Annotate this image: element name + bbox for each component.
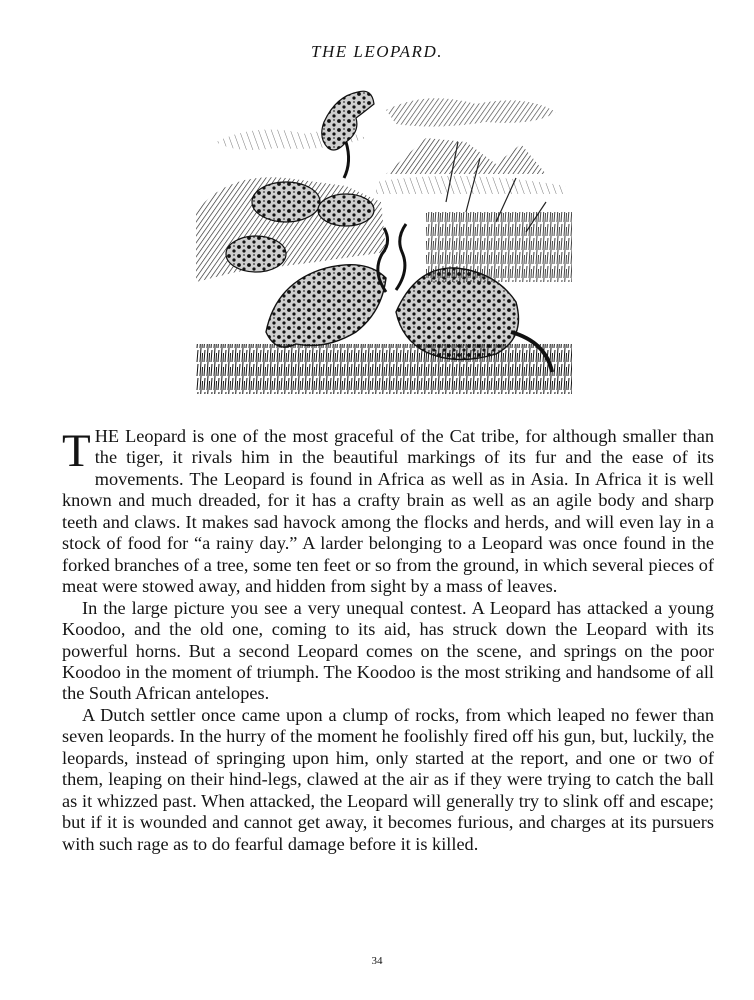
- page-number: 34: [371, 955, 383, 967]
- leopard-engraving-icon: [196, 82, 572, 394]
- article-body: [62, 426, 714, 855]
- drop-cap: T: [62, 425, 91, 477]
- paragraph-1-text: HE Leopard is one of the most graceful of the Cat tribe, for although smaller than the tiger, it rivals him in the beautiful markings of its fur and the ease of its movements. The Leopard is found in Africa as well as in Asia. In Africa it is well known and much dreaded, for it has a crafty brain as well as an agile body and sharp teeth and claws. It makes sad havock among the flocks and herds, and will even lay in a stock of food for “a rainy day.” A larder belonging to a Leopard was once found in the forked branches of a tree, some ten feet or so from the ground, in which several pieces of meat were stowed away, and hidden from sight by a mass of leaves.: [62, 426, 714, 597]
- paragraph-2: In the large picture you see a very unequal contest. A Leopard has attacked a young Koodoo, and the old one, coming to its aid, has struck down the Leopard with its powerful horns. But a second Leopard comes on the scene, and springs on the poor Koodoo in the moment of triumph. The Koodoo is the most striking and handsome of all the South African antelopes.: [62, 597, 714, 704]
- paragraph-1: [62, 426, 714, 598]
- page-title: THE LEOPARD.: [311, 42, 443, 61]
- paragraph-3: A Dutch settler once came upon a clump of rocks, from which leaped no fewer than seven leopards. In the hurry of the moment he foolishly fired off his gun, but, luckily, the leopards, instead of springing upon him, only started at the report, and one or two of them, leaping on their hind-legs, clawed at the air as if they were trying to catch the ball as it whizzed past. When attacked, the Leopard will generally try to slink off and escape; but if it is wounded and cannot get away, it becomes furious, and charges at its pursuers with such rage as to do fearful damage before it is killed.: [62, 704, 714, 854]
